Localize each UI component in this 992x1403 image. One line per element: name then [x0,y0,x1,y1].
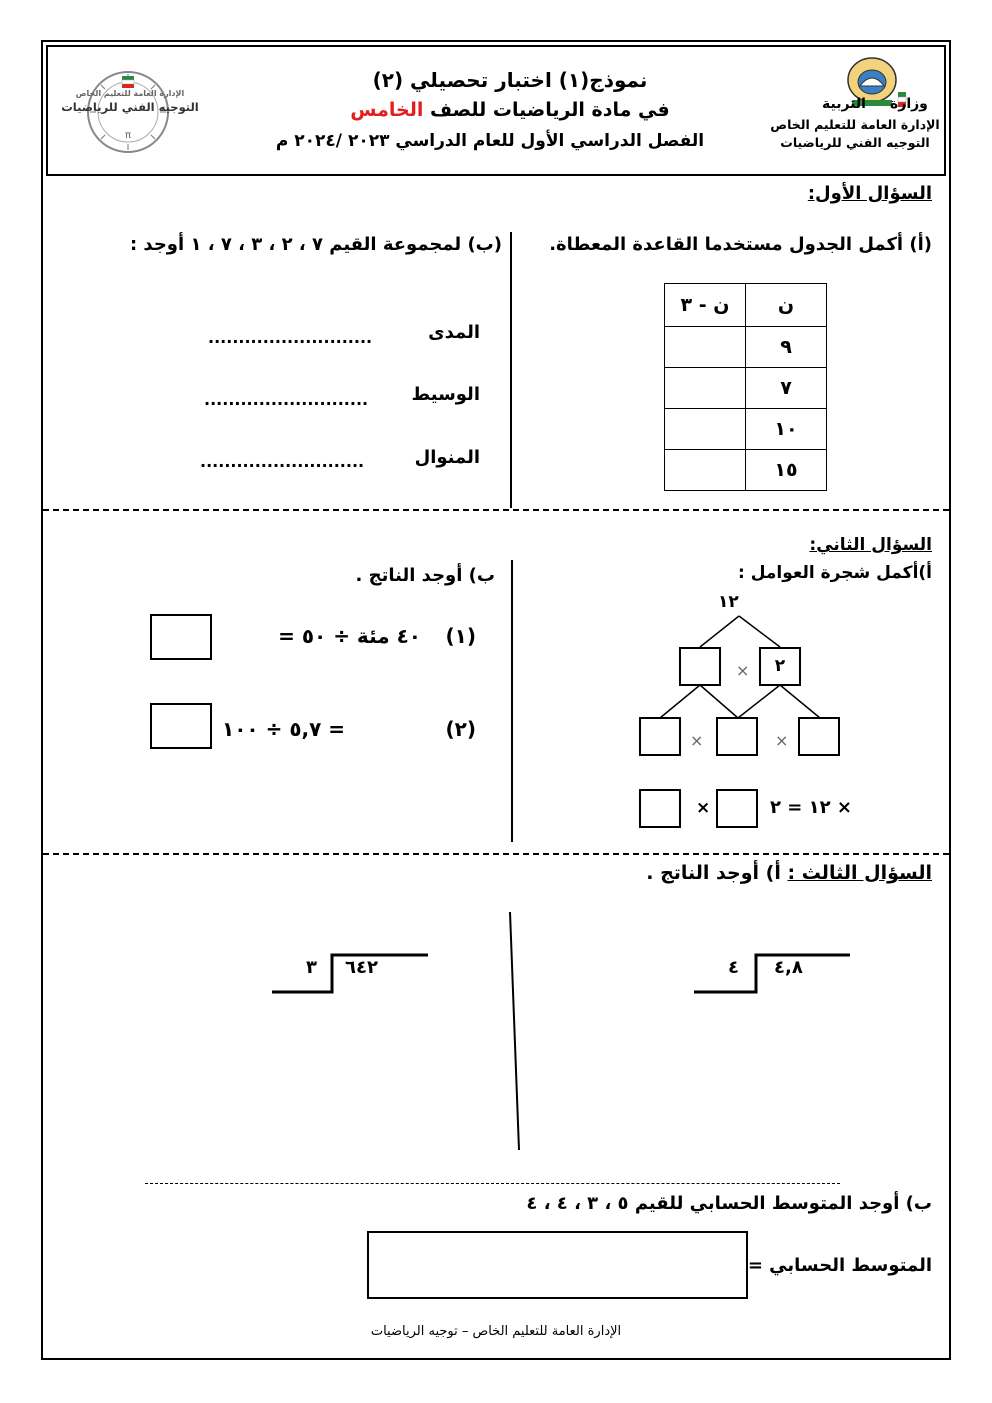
mode-label: المنوال [414,447,480,468]
table-row [665,409,827,450]
tree-given-factor: ٢ [759,647,801,686]
dept-line1: الإدارة العامة للتعليم الخاص [770,117,940,132]
item2-answer-box[interactable] [150,703,212,749]
logo-top-text: الإدارة العامة للتعليم الخاص [75,89,185,98]
q2-divider [511,560,513,842]
q2-b-label: ب) أوجد الناتج . [355,565,495,586]
tree-answer-box[interactable] [798,717,840,756]
q2-a-label: أ)أكمل شجرة العوامل : [737,563,932,583]
q1-title: السؤال الأول: [807,183,932,204]
ministry-name: التربية [822,96,866,112]
median-blank[interactable]: ........................... [204,390,369,409]
table-cell-n: ١٥ [746,450,827,491]
grade-label: الخامس [350,99,424,121]
item1-answer-box[interactable] [150,614,212,660]
tree-root: ١٢ [718,592,739,612]
table-row [665,368,827,409]
subject-prefix: في مادة الرياضيات للصف [430,99,670,121]
item1-expression: ٤٠ مئة ÷ ٥٠ = [278,624,421,648]
table-row [665,284,827,327]
div2-divisor: ٣ [306,957,317,978]
times-sign: × [736,661,750,680]
final-answer-box[interactable] [639,789,681,828]
times-sign: × [690,731,704,750]
times-sign: × [775,731,789,750]
table-row [665,327,827,368]
mode-blank[interactable]: ........................... [200,452,365,471]
header-n-minus-3: ن - ٣ [665,284,746,327]
div1-divisor: ٤ [728,957,739,978]
q3-b-label: ب) أوجد المتوسط الحسابي للقيم ٥ ، ٣ ، ٤ ، ٤ [526,1193,932,1214]
mean-answer-box[interactable] [367,1231,748,1299]
q1-a-label: (أ) أكمل الجدول مستخدما القاعدة المعطاة. [549,234,932,255]
exam-title: نموذج(١) اختبار تحصيلي (٢) [372,68,648,92]
times-sign: × [696,798,711,818]
range-blank[interactable]: ........................... [208,328,373,347]
div2-dividend: ٦٤٢ [345,957,378,978]
div1-dividend: ٤,٨ [774,957,803,978]
answer-cell[interactable] [665,450,746,491]
section-divider [43,509,949,511]
tree-answer-box[interactable] [716,717,758,756]
logo-main-text: التوجيه الفني للرياضيات [61,100,199,114]
q3-title: السؤال الثالث : [787,862,932,884]
answer-cell[interactable] [665,409,746,450]
svg-text:π: π [124,130,132,141]
final-expression: ١٢ = ٢ × [770,797,852,818]
tree-answer-box[interactable] [639,717,681,756]
item1-number: (١) [445,624,476,648]
median-label: الوسيط [411,384,480,405]
q1-b-label: (ب) لمجموعة القيم ٧ ، ٢ ، ٣ ، ٧ ، ١ أوجد : [129,234,502,255]
tree-answer-box[interactable] [679,647,721,686]
answer-cell[interactable] [665,327,746,368]
dept-line2: التوجيه الفني للرياضيات [780,135,930,150]
exam-subject [300,99,720,121]
q3-divider [505,912,525,1152]
final-answer-box[interactable] [716,789,758,828]
range-label: المدى [428,322,480,343]
section-divider [43,853,949,855]
table-cell-n: ٩ [746,327,827,368]
footer-text: الإدارة العامة للتعليم الخاص – توجيه الرياضيات [370,1324,622,1339]
mean-label: المتوسط الحسابي = [747,1255,932,1276]
item2-number: (٢) [445,717,476,741]
ministry-word: وزارة [890,96,928,112]
q3-a-label: أ) أوجد الناتج . [646,862,781,884]
q2-title: السؤال الثاني: [809,535,932,555]
answer-cell[interactable] [665,368,746,409]
rule-table [664,283,827,491]
header-n: ن [746,284,827,327]
exam-term: الفصل الدراسي الأول للعام الدراسي ٢٠٢٣ /٢٠٢٤ م [275,131,705,151]
item2-expression: ٥,٧ ÷ ١٠٠ = [222,717,346,741]
q3-heading [646,862,932,884]
section-divider [145,1183,840,1184]
table-cell-n: ١٠ [746,409,827,450]
table-cell-n: ٧ [746,368,827,409]
q1-divider [510,232,512,508]
table-row [665,450,827,491]
